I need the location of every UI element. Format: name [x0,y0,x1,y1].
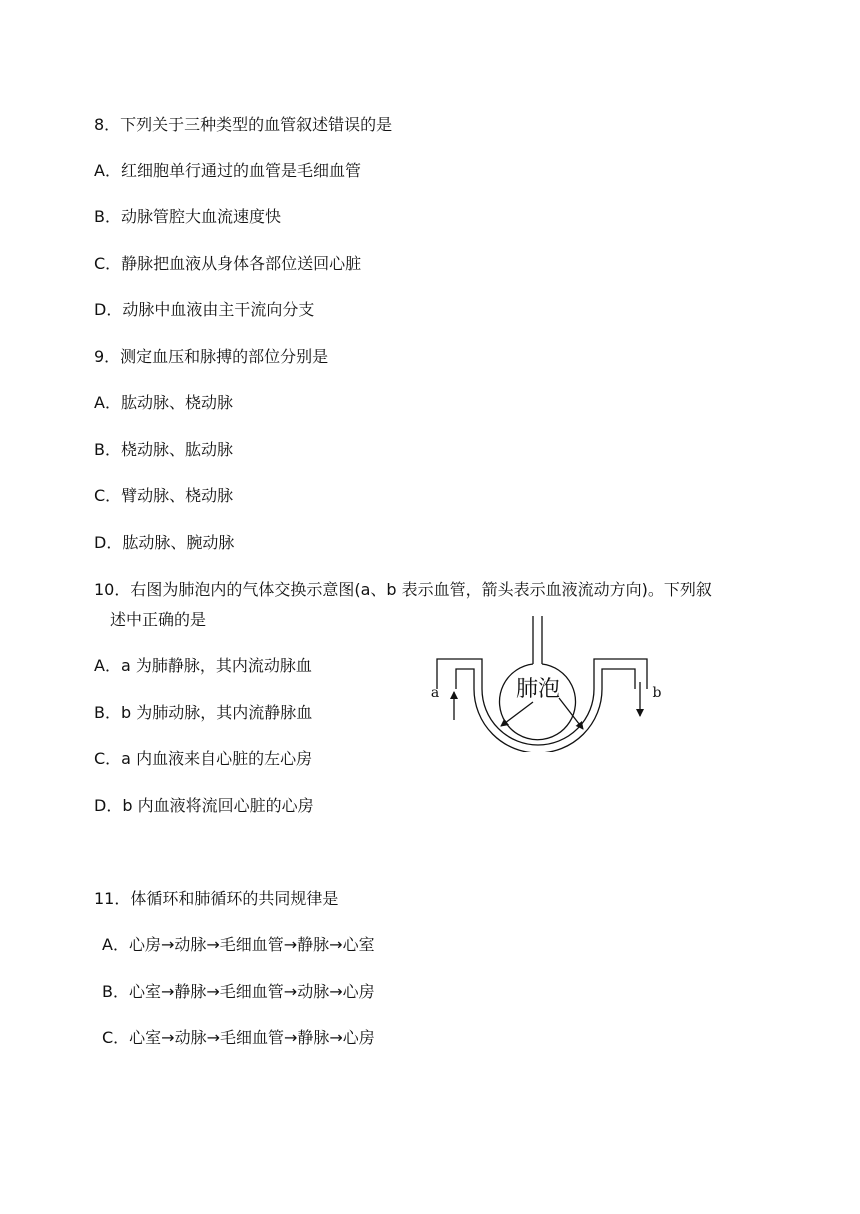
q8-stem: 8．下列关于三种类型的血管叙述错误的是 [94,115,393,134]
q9-option-c: C．臂动脉、桡动脉 [94,486,234,505]
q10-option-c: C．a 内血液来自心脏的左心房 [94,749,313,768]
co2-diffusion-arrow [559,698,583,729]
q9-option-b: B．桡动脉、肱动脉 [94,440,233,459]
q10-option-d: D．b 内血液将流回心脏的心房 [94,796,314,815]
oxygen-diffusion-arrow [501,702,533,726]
vessel-a-label: a [430,685,440,701]
q11-option-c: C．心室→动脉→毛细血管→静脉→心房 [102,1028,375,1047]
capillary-outer-wall [437,659,647,745]
q10-option-b: B．b 为肺动脉，其内流静脉血 [94,703,313,722]
q11-stem: 11．体循环和肺循环的共同规律是 [94,889,339,908]
q10-stem-line1: 10．右图为肺泡内的气体交换示意图(a、b 表示血管，箭头表示血液流动方向)。下列叙 [94,580,712,599]
q9-option-d: D．肱动脉、腕动脉 [94,533,235,552]
q9-option-a: A．肱动脉、桡动脉 [94,393,233,412]
q8-option-c: C．静脉把血液从身体各部位送回心脏 [94,254,362,273]
q11-option-a: A．心房→动脉→毛细血管→静脉→心室 [102,935,375,954]
q8-option-d: D．动脉中血液由主干流向分支 [94,300,315,319]
q9-stem: 9．测定血压和脉搏的部位分别是 [94,347,329,366]
q8-option-b: B．动脉管腔大血流速度快 [94,207,281,226]
q11-option-b: B．心室→静脉→毛细血管→动脉→心房 [102,982,375,1001]
vessel-b-label: b [652,685,662,701]
q8-option-a: A．红细胞单行通过的血管是毛细血管 [94,161,361,180]
q10-stem-line2: 述中正确的是 [110,610,207,629]
alveolus-diagram [425,612,665,752]
q10-option-a: A．a 为肺静脉，其内流动脉血 [94,656,312,675]
alveolus-label: 肺泡 [515,677,561,702]
